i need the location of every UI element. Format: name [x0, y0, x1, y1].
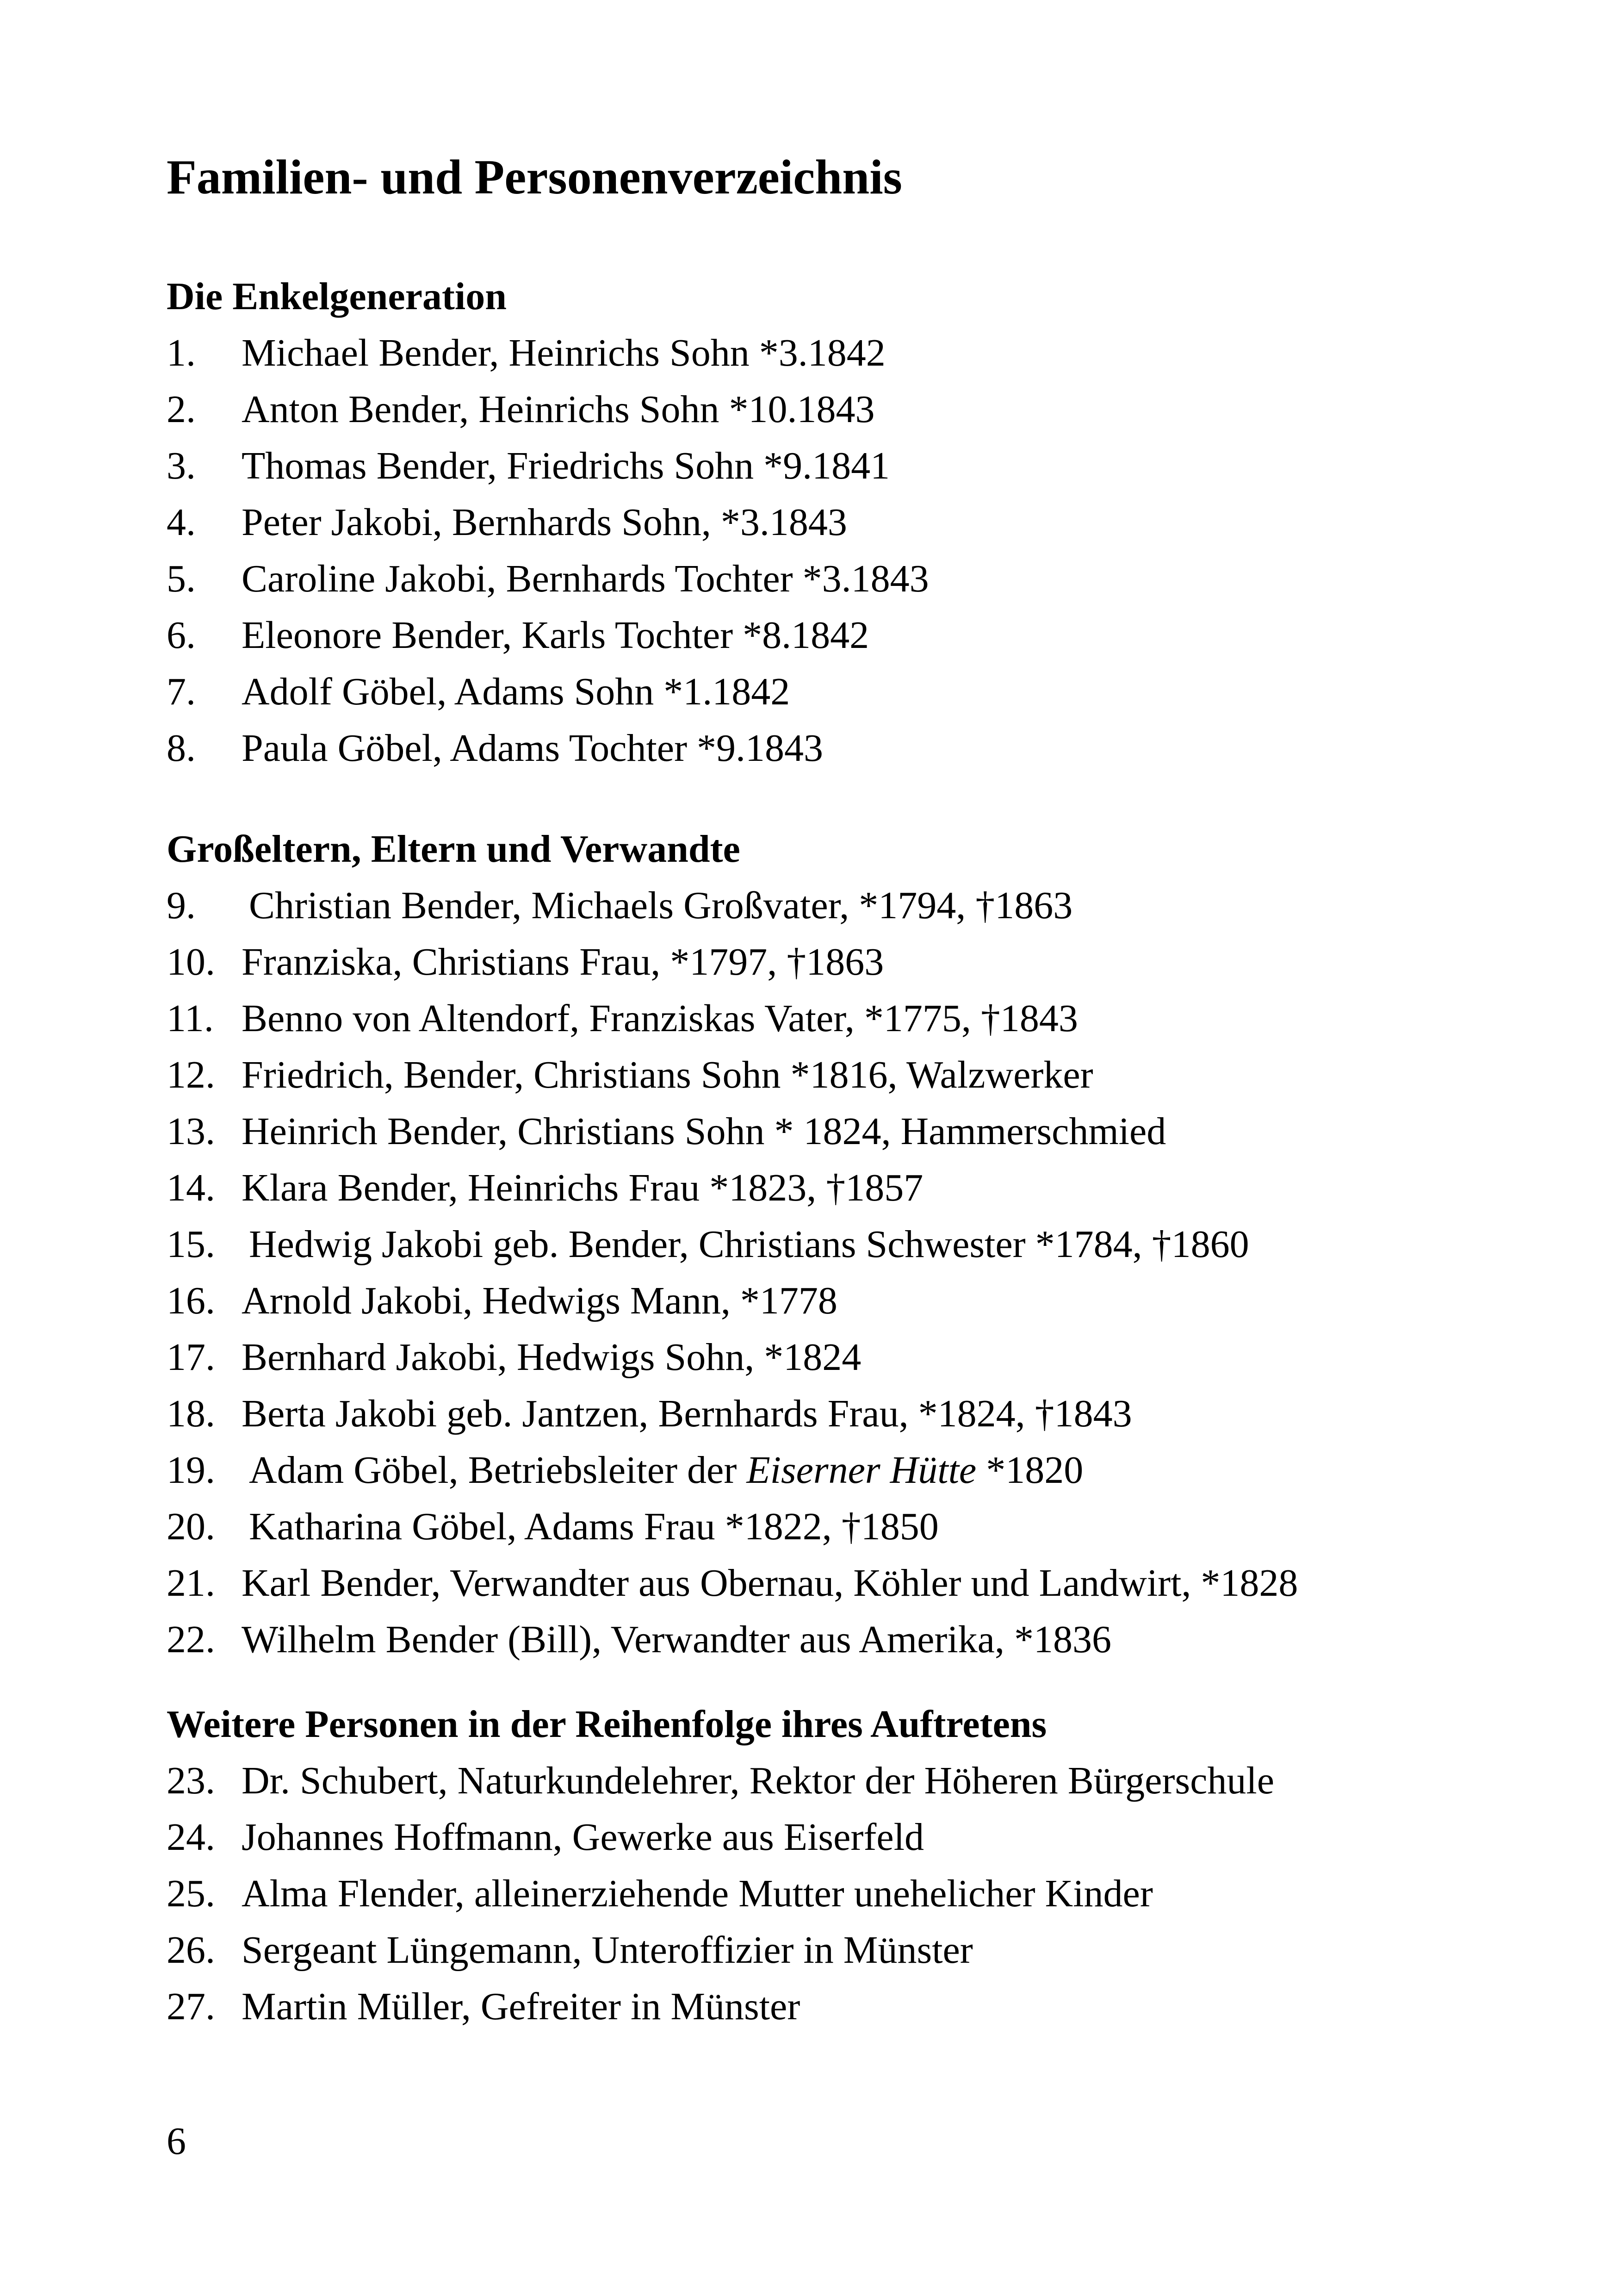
list-item [167, 720, 1508, 777]
list-item [167, 1922, 1508, 1979]
entry-number: 13. [167, 1110, 215, 1153]
section-grosseltern [167, 821, 1508, 1668]
section-enkelgeneration [167, 268, 1508, 777]
entry-text: Franziska, Christians Frau, *1797, †1863 [242, 940, 884, 983]
page-number: 6 [167, 2120, 186, 2163]
entry-text: Klara Bender, Heinrichs Frau *1823, †1857 [242, 1166, 924, 1209]
entry-number: 20. [167, 1505, 215, 1548]
entry-text-before: Adam Göbel, Betriebsleiter der [249, 1449, 747, 1492]
entry-number: 19. [167, 1449, 215, 1492]
entry-number: 4. [167, 501, 196, 544]
entry-number: 8. [167, 727, 196, 770]
list-item [167, 990, 1508, 1047]
section-weitere-personen [167, 1696, 1508, 2035]
entry-text: Christian Bender, Michaels Großvater, *1794, †1863 [249, 884, 1073, 927]
list-item [167, 1216, 1508, 1273]
entry-number: 10. [167, 940, 215, 983]
entry-number: 12. [167, 1053, 215, 1096]
list-item [167, 1809, 1508, 1866]
entry-text: Hedwig Jakobi geb. Bender, Christians Schwester *1784, †1860 [249, 1223, 1249, 1266]
entry-text: Paula Göbel, Adams Tochter *9.1843 [242, 727, 824, 770]
entry-text-after: *1820 [976, 1449, 1084, 1492]
entry-number: 14. [167, 1166, 215, 1209]
list-item [167, 1386, 1508, 1442]
list-item [167, 1103, 1508, 1160]
entry-text: Martin Müller, Gefreiter in Münster [242, 1985, 800, 2028]
entry-text: Sergeant Lüngemann, Unteroffizier in Münster [242, 1929, 973, 1972]
entry-number: 21. [167, 1562, 215, 1605]
list-item [167, 325, 1508, 381]
list-item [167, 438, 1508, 494]
entry-text: Friedrich, Bender, Christians Sohn *1816, Walzwerker [242, 1053, 1093, 1096]
section-heading: Weitere Personen in der Reihenfolge ihres Auftretens [167, 1703, 1047, 1746]
list-item [167, 1329, 1508, 1386]
entry-number: 25. [167, 1872, 215, 1915]
list-item [167, 1866, 1508, 1922]
entry-text: Peter Jakobi, Bernhards Sohn, *3.1843 [242, 501, 847, 544]
list-item [167, 551, 1508, 607]
section-heading: Die Enkelgeneration [167, 275, 507, 318]
entry-number: 26. [167, 1929, 215, 1972]
entry-text: Heinrich Bender, Christians Sohn * 1824, Hammerschmied [242, 1110, 1166, 1153]
section-heading: Großeltern, Eltern und Verwandte [167, 828, 740, 871]
entry-text: Benno von Altendorf, Franziskas Vater, *1775, †1843 [242, 997, 1078, 1040]
entry-number: 3. [167, 444, 196, 487]
entry-number: 1. [167, 331, 196, 374]
entry-text: Karl Bender, Verwandter aus Obernau, Köhler und Landwirt, *1828 [242, 1562, 1298, 1605]
list-item [167, 1753, 1508, 1809]
entry-text: Arnold Jakobi, Hedwigs Mann, *1778 [242, 1279, 837, 1322]
list-item [167, 607, 1508, 664]
list-item [167, 1047, 1508, 1103]
list-item [167, 877, 1508, 934]
entry-number: 23. [167, 1759, 215, 1802]
list-item [167, 1555, 1508, 1612]
list-item [167, 381, 1508, 438]
entry-text: Wilhelm Bender (Bill), Verwandter aus Amerika, *1836 [242, 1618, 1111, 1661]
entry-number: 9. [167, 884, 196, 927]
entry-number: 27. [167, 1985, 215, 2028]
entry-text [249, 1442, 1083, 1499]
entry-text: Eleonore Bender, Karls Tochter *8.1842 [242, 614, 869, 657]
list-item [167, 1442, 1508, 1499]
list-item [167, 1273, 1508, 1329]
entry-text: Bernhard Jakobi, Hedwigs Sohn, *1824 [242, 1336, 862, 1379]
entry-number: 2. [167, 388, 196, 431]
entry-text-italic: Eiserner Hütte [746, 1449, 977, 1492]
entry-text: Alma Flender, alleinerziehende Mutter unehelicher Kinder [242, 1872, 1153, 1915]
list-item [167, 1979, 1508, 2035]
list-item [167, 494, 1508, 551]
entry-number: 15. [167, 1223, 215, 1266]
entry-number: 7. [167, 670, 196, 713]
entry-number: 5. [167, 557, 196, 600]
entry-number: 11. [167, 997, 214, 1040]
entry-text: Berta Jakobi geb. Jantzen, Bernhards Frau, *1824, †1843 [242, 1392, 1132, 1435]
entry-text: Anton Bender, Heinrichs Sohn *10.1843 [242, 388, 875, 431]
list-item [167, 664, 1508, 720]
list-item [167, 1612, 1508, 1668]
entry-text: Caroline Jakobi, Bernhards Tochter *3.1843 [242, 557, 929, 600]
list-item [167, 1160, 1508, 1216]
entry-text: Katharina Göbel, Adams Frau *1822, †1850 [249, 1505, 939, 1548]
entry-number: 16. [167, 1279, 215, 1322]
entry-text: Adolf Göbel, Adams Sohn *1.1842 [242, 670, 790, 713]
list-item [167, 934, 1508, 990]
page-title: Familien- und Personenverzeichnis [167, 150, 902, 204]
list-item [167, 1499, 1508, 1555]
entry-text: Dr. Schubert, Naturkundelehrer, Rektor der Höheren Bürgerschule [242, 1759, 1275, 1802]
entry-text: Thomas Bender, Friedrichs Sohn *9.1841 [242, 444, 890, 487]
entry-number: 18. [167, 1392, 215, 1435]
entry-number: 17. [167, 1336, 215, 1379]
entry-number: 24. [167, 1816, 215, 1859]
entry-text: Johannes Hoffmann, Gewerke aus Eiserfeld [242, 1816, 924, 1859]
entry-text: Michael Bender, Heinrichs Sohn *3.1842 [242, 331, 886, 374]
entry-number: 22. [167, 1618, 215, 1661]
entry-number: 6. [167, 614, 196, 657]
